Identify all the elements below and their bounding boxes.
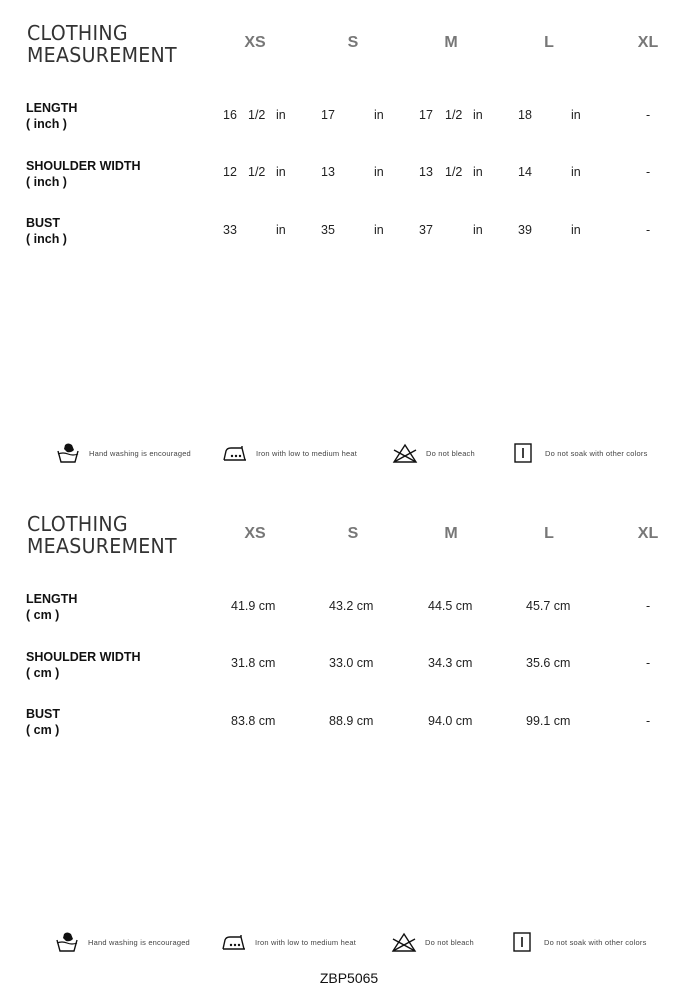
size-header-l: L: [544, 525, 554, 542]
row-unit-text: ( cm ): [26, 723, 60, 737]
table-cell: 37: [419, 223, 433, 237]
table-cell: in: [276, 223, 286, 237]
care-text: Do not bleach: [425, 937, 474, 947]
table-cell: 31.8 cm: [231, 656, 276, 670]
row-label-shoulder-width: [26, 158, 141, 190]
care-instructions: [0, 927, 698, 957]
row-label-length: [26, 100, 77, 132]
inch-measurement-section: [0, 22, 698, 262]
row-unit-text: ( cm ): [26, 608, 60, 622]
size-header-xl: XL: [637, 525, 659, 542]
row-label-bust: [26, 215, 67, 247]
table-cell: in: [276, 165, 286, 179]
row-unit-text: ( inch ): [26, 117, 67, 131]
table-cell: in: [473, 108, 483, 122]
row-label-text: LENGTH: [26, 101, 78, 115]
title-line-2: MEASUREMENT: [27, 534, 177, 558]
table-cell: -: [646, 108, 651, 122]
table-cell: -: [646, 223, 651, 237]
care-text: Do not soak with other colors: [545, 448, 648, 458]
size-header-s: S: [347, 34, 359, 51]
table-cell: 17: [321, 108, 335, 122]
table-cell: 1/2: [248, 165, 266, 179]
table-cell: 1/2: [445, 165, 463, 179]
table-cell: 88.9 cm: [329, 714, 374, 728]
table-cell: 34.3 cm: [428, 656, 473, 670]
table-cell: in: [571, 108, 581, 122]
size-header-l: L: [544, 34, 554, 51]
row-unit-text: ( inch ): [26, 175, 67, 189]
care-text: Hand washing is encouraged: [89, 448, 191, 458]
no-bleach-icon: [391, 931, 417, 953]
table-cell: 13: [321, 165, 335, 179]
table-cell: 43.2 cm: [329, 599, 374, 613]
care-text: Hand washing is encouraged: [88, 937, 190, 947]
title-line-1: CLOTHING: [27, 512, 128, 536]
size-header-xl: XL: [637, 34, 659, 51]
care-item-no-bleach: [392, 438, 475, 468]
care-text: Iron with low to medium heat: [255, 937, 357, 947]
care-item-hand-wash: [55, 438, 191, 468]
size-header-xs: XS: [244, 525, 266, 542]
table-cell: 33.0 cm: [329, 656, 374, 670]
table-cell: 39: [518, 223, 532, 237]
row-label-shoulder-width: [26, 649, 141, 681]
iron-icon: [222, 442, 248, 464]
row-label-text: SHOULDER WIDTH: [26, 159, 141, 173]
row-label-text: LENGTH: [26, 592, 78, 606]
table-cell: in: [374, 223, 384, 237]
table-cell: 41.9 cm: [231, 599, 276, 613]
table-cell: 17: [419, 108, 433, 122]
inch-table-title: [27, 22, 177, 66]
table-cell: 14: [518, 165, 532, 179]
care-text: Iron with low to medium heat: [256, 448, 358, 458]
row-label-text: BUST: [26, 216, 61, 230]
table-cell: -: [646, 656, 651, 670]
size-header-m: M: [444, 34, 458, 51]
title-line-2: MEASUREMENT: [27, 43, 177, 67]
table-cell: 83.8 cm: [231, 714, 276, 728]
table-cell: in: [276, 108, 286, 122]
table-cell: 12: [223, 165, 237, 179]
hand-wash-icon: [54, 931, 80, 953]
care-item-iron: [221, 927, 356, 957]
table-cell: in: [374, 165, 384, 179]
table-cell: 99.1 cm: [526, 714, 571, 728]
no-bleach-icon: [392, 442, 418, 464]
care-item-iron: [222, 438, 357, 468]
row-unit-text: ( cm ): [26, 666, 60, 680]
row-label-text: BUST: [26, 707, 61, 721]
table-cell: 94.0 cm: [428, 714, 473, 728]
table-cell: -: [646, 714, 651, 728]
cm-table-title: [27, 513, 177, 557]
table-cell: 18: [518, 108, 532, 122]
size-header-xs: XS: [244, 34, 266, 51]
row-unit-text: ( inch ): [26, 232, 67, 246]
table-cell: 44.5 cm: [428, 599, 473, 613]
table-cell: 35: [321, 223, 335, 237]
no-soak-icon: [511, 442, 537, 464]
table-cell: 35.6 cm: [526, 656, 571, 670]
size-header-m: M: [444, 525, 458, 542]
size-header-s: S: [347, 525, 359, 542]
care-text: Do not soak with other colors: [544, 937, 647, 947]
care-item-no-bleach: [391, 927, 474, 957]
table-cell: in: [473, 165, 483, 179]
care-item-hand-wash: [54, 927, 190, 957]
table-cell: 1/2: [445, 108, 463, 122]
care-item-no-soak: [511, 438, 648, 468]
care-instructions: [0, 438, 698, 468]
cm-measurement-section: [0, 513, 698, 753]
row-label-text: SHOULDER WIDTH: [26, 650, 141, 664]
table-cell: in: [374, 108, 384, 122]
table-cell: 1/2: [248, 108, 266, 122]
product-code: ZBP5065: [319, 970, 379, 986]
row-label-length: [26, 591, 77, 623]
iron-icon: [221, 931, 247, 953]
title-line-1: CLOTHING: [27, 21, 128, 45]
table-cell: 16: [223, 108, 237, 122]
table-cell: -: [646, 165, 651, 179]
no-soak-icon: [510, 931, 536, 953]
table-cell: -: [646, 599, 651, 613]
care-text: Do not bleach: [426, 448, 475, 458]
table-cell: 13: [419, 165, 433, 179]
hand-wash-icon: [55, 442, 81, 464]
table-cell: in: [473, 223, 483, 237]
row-label-bust: [26, 706, 60, 738]
table-cell: 45.7 cm: [526, 599, 571, 613]
table-cell: 33: [223, 223, 237, 237]
table-cell: in: [571, 223, 581, 237]
care-item-no-soak: [510, 927, 647, 957]
table-cell: in: [571, 165, 581, 179]
